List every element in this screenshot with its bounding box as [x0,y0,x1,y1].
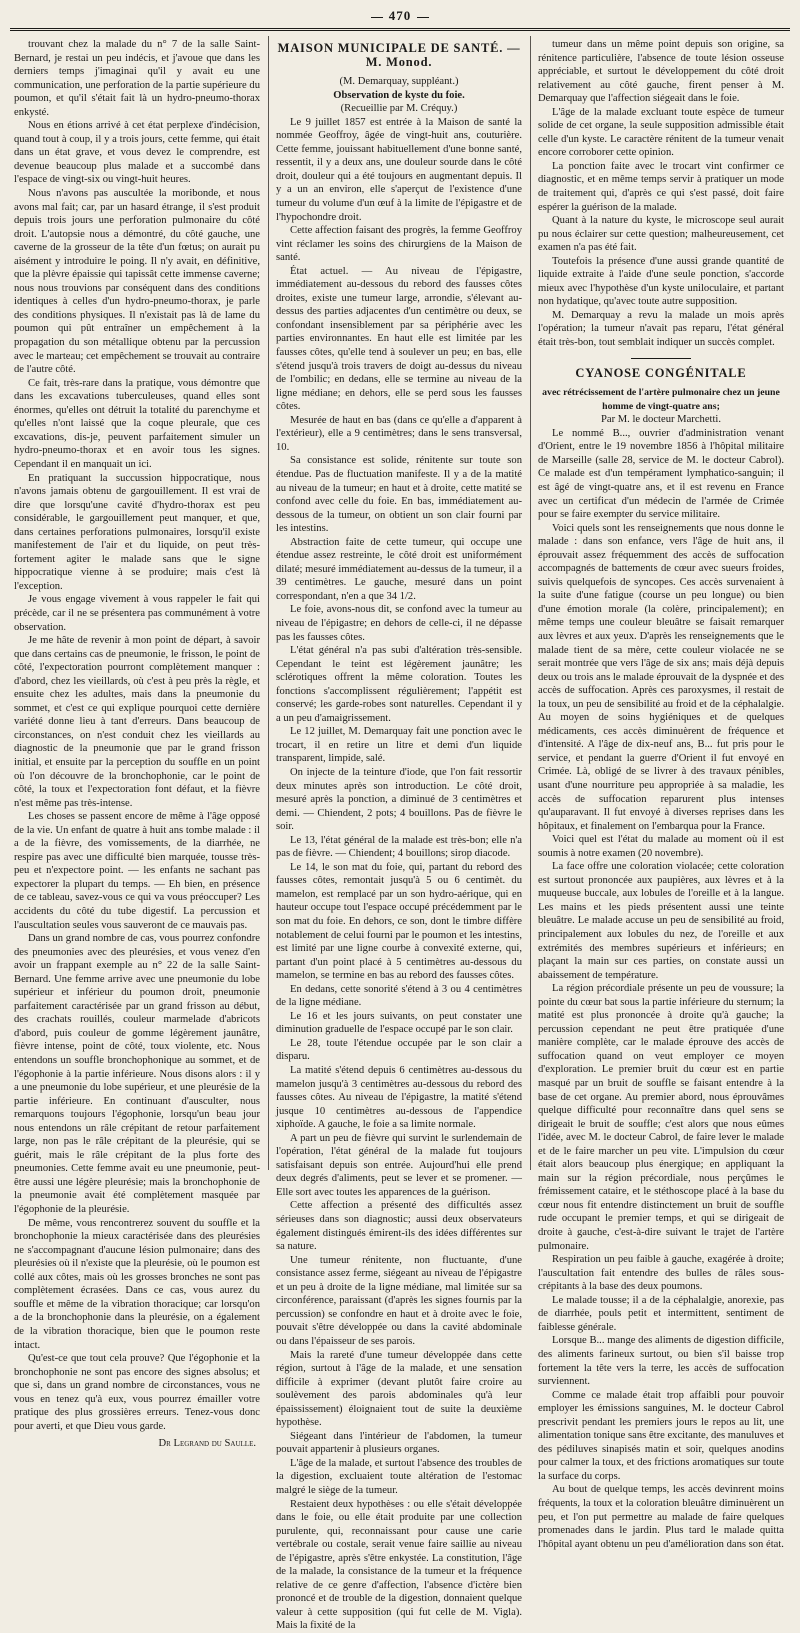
paragraph: Le 13, l'état général de la malade est très-bon; elle n'a pas de fièvre. — Chiendent; 4 bouillons; sirop diacode. [276,834,522,860]
paragraph: Sa consistance est solide, rénitente sur toute son étendue. Pas de fluctuation manifeste. Il y a de la matité au niveau de la tumeur; en haut et à droite, cette matité se confond avec celle du foie. En bas, immédiatement au-dessous de la tumeur, on obtient un son clair fourni par les intestins. [276,455,522,535]
paragraph: En dedans, cette sonorité s'étend à 3 ou 4 centimètres de la ligne médiane. [276,983,522,1009]
supplement-note: (M. Demarquay, suppléant.) [339,76,459,88]
column-divider [530,36,531,1170]
paragraph: Je me hâte de revenir à mon point de départ, à savoir que dans certains cas de pneumonie, le frisson, le point de côté, l'expectoration pourront complètement manquer : d'abord, chez les vieillards, où c'est à peu près la règle, et ensuite chez les adultes, mais dans la pneumonie du sommet, et c'est ce qui explique pourquoi cette dernière variété donne lieu à tant d'erreurs. Dans beaucoup de circonstances, on n'est conduit chez les vieillards au diagnostic de la pneumonie que par le grand frisson initial, et ensuite par la perception du souffle en un point où l'on découvre de la bronchophonie, car le point de côté, la toux et l'expectoration font défaut, et la fièvre n'est même pas très-intense. [14,635,260,809]
paragraph: La face offre une coloration violacée; cette coloration est surtout prononcée aux paupières, aux lèvres et à la muqueuse buccale, aux lobules de l'oreille et à la langue. Les mains et les pieds présentent aussi une teinte bleuâtre. Le malade accuse un peu de sensibilité au froid, principalement aux lobules du nez, de l'oreille et aux extrémités des membres supérieurs et inférieurs; en plaçant la main sur ces parties, on constate aussi un abaissement de température. [538,861,784,981]
paragraph: Nous en étions arrivé à cet état perplexe d'indécision, quand tout à coup, il y a trois jours, cette femme, qui était dans un état grave, et vous devez le comprendre, est devenue beaucoup plus malade et a succombé dans l'espace de vingt-six ou vingt-huit heures. [14,120,260,186]
paragraph: trouvant chez la malade du n° 7 de la salle Saint-Bernard, je restai un peu indécis, et j'avoue que dans les derniers temps j'imaginai qu'il y avait eu une communication, une perforation de la partie supérieure du poumon, et qu'il s'était fait là un hydro-pneumo-thorax enkysté. [14,39,260,118]
header-rule [10,28,790,31]
case-body [538,427,784,1551]
paragraph: Respiration un peu faible à gauche, exagérée à droite; l'auscultation fait entendre des bulles de râles sous-crépitants à la base des deux poumons. [538,1254,784,1293]
section2-subtitle: avec rétrécissement de l'artère pulmonaire chez un jeune homme de vingt-quatre ans; [542,387,780,412]
paragraph: Mesurée de haut en bas (dans ce qu'elle a d'apparent à l'extérieur), elle a 9 centimètres; dans le sens transversal, 10. [276,414,522,453]
paragraph: Le 14, le son mat du foie, qui, partant du rebord des fausses côtes, remontait jusqu'à 5 ou 6 centimèt. du mamelon, est remplacé par un son hydro-aérique, qui en hauteur occupe tout l'espace occupé précédemment par le son mat du foie. En dehors, ce son, dont le timbre diffère notablement de celui fourni par le poumon et les intestins, est limité par une ligne courbe à convexité externe, qui, partant d'un point placé à 5 centimètres au-dessous du mamelon, se termine en bas au rebord des fausses côtes. [276,861,522,982]
paragraph: Une tumeur rénitente, non fluctuante, d'une consistance assez ferme, siégeant au niveau de l'épigastre et un peu à droite de la ligne médiane, mal limitée sur sa circonférence, paraissant (d'après les signes fournis par la percussion) se confondre en haut et à droite avec le foie, pouvait s'être développée ou dans la cavité abdominale ou dans l'épaisseur de ses parois. [276,1254,522,1347]
column-divider [268,36,269,1170]
paragraph: Nous n'avons pas auscultée la moribonde, et nous avons mal fait; car, par un hasard étrange, il s'est produit depuis trois jours une perforation pulmonaire du côté droit. L'autopsie nous a démontré, du côté gauche, une caverne de la grosseur de la tête d'un fœtus; on aurait pu aisément y introduire le poing. Il n'y avait, en définitive, que la plèvre épaissie qui tapissât cette immense caverne; nous nous trouvions par conséquent dans des conditions identiques à celles d'un hydro-pneumo-thorax, je parle des conditions physiques. Il n'existait pas là de lame du poumon qui pût entraîner un empêchement à la propagation du son métallique obtenu par la percussion avec le marteau; cet empêchement se trouvait au contraire de l'autre côté. [14,188,260,376]
paragraph: L'âge de la malade, et surtout l'absence des troubles de la digestion, excluaient toute altération de l'estomac malgré le siège de la tumeur. [276,1457,522,1496]
paragraph: Dans un grand nombre de cas, vous pourrez confondre des pneumonies avec des pleurésies, et vous venez d'en avoir un frappant exemple au n° 22 de la salle Saint-Bernard. Une femme arrive avec une pneumonie du lobe supérieur et inférieur du poumon droit, pneumonie parfaitement caractérisée par un grand frisson au début, des crachats rouillés, couleur marmelade d'abricots d'abord, puis couleur de gomme légèrement jaunâtre, fièvre intense, point de côté, toux violente, etc. Nous entendons un souffle bronchophonique au sommet, et de l'égophonie à la partie inférieure. Nous disons alors : il y a une pneumonie du lobe supérieur, et une pleurésie de la partie inférieure. En continuant d'ausculter, nous remarquons toujours l'égophonie, lorsqu'un beau jour nous entendons un râle crépitant de retour parfaitement large, non pas le râle crépitant de la pleurésie, qui se guérit, mais le râle crépitant de la plus forte des pneumonies. Cette femme avait eu une pneumonie, peut-être aussi une légère pleurésie; mais la bronchophonie de la pneumonie avait été complètement masquée par l'égophonie de la pleurésie. [14,933,260,1216]
paragraph: Abstraction faite de cette tumeur, qui occupe une étendue assez restreinte, le côté droit est uniformément dilaté; mesuré immédiatement au-dessus de la tumeur, il a 39 centimètres. Le gauche, mesuré dans un point correspondant, n'en a que 34 1/2. [276,536,522,602]
paragraph: Le foie, avons-nous dit, se confond avec la tumeur au niveau de l'épigastre; en dehors de celle-ci, il ne dépasse pas les fausses côtes. [276,604,522,643]
signature: Dr Legrand du Saulle. [158,1438,256,1450]
paragraph: Siégeant dans l'intérieur de l'abdomen, la tumeur pouvait appartenir à plusieurs organes. [276,1430,522,1456]
paragraph: L'état général n'a pas subi d'altération très-sensible. Cependant le teint est légèrement jaunâtre; les sclérotiques offrent la même coloration. Toutes les fonctions s'accomplissent régulièrement; l'appétit est conservé; les garde-robes sont naturelles. Cependant il y a un peu d'amaigrissement. [276,645,522,724]
paragraph: Toutefois la présence d'une aussi grande quantité de liquide extraite à l'aide d'une seule ponction, s'accorde mieux avec l'hypothèse d'un kyste uniloculaire, et partant non hydatique, qu'avec toute autre supposition. [538,255,784,308]
paragraph: Comme ce malade était trop affaibli pour pouvoir employer les émissions sanguines, M. le docteur Cabrol prescrivit pendant les premiers jours le repos au lit, une alimentation tonique sans être excitante, des manuluves et des pédiluves sinapisés matin et soir, quelques anodins pour calmer la toux, et des frictions aromatiques sur toute la surface du corps. [538,1389,784,1482]
paragraph: Le malade tousse; il a de la céphalalgie, anorexie, pas de diarrhée, pouls petit et intermittent, sentiment de faiblesse générale. [538,1294,784,1333]
paragraph: Le 28, toute l'étendue occupée par le son clair a disparu. [276,1037,522,1063]
paragraph: Quant à la nature du kyste, le microscope seul aurait pu nous éclairer sur cette question; malheureusement, cet examen n'a pas été fait. [538,215,784,254]
paragraph: A part un peu de fièvre qui survint le surlendemain de l'opération, l'état général de la malade fut toujours satisfaisant depuis son entrée. Aujourd'hui elle prend deux degrés d'aliments, peut se lever et se promener. — Elle sort avec toutes les apparences de la guérison. [276,1132,522,1198]
paragraph: Je vous engage vivement à vous rappeler le fait qui précède, car il ne se présentera pas communément à votre observation. [14,594,260,633]
paragraph: tumeur dans un même point depuis son origine, sa rénitence particulière, l'absence de toute lésion osseuse appréciable, et surtout le développement du côté droit relativement au côté gauche, firent penser à M. Demarquay que l'affection siégeait dans le foie. [538,39,784,105]
column-right [538,38,784,1550]
article-body [276,116,522,1633]
collected-by: (Recueillie par M. Créquy.) [340,103,458,115]
paragraph: Voici quel est l'état du malade au moment où il est soumis à notre examen (20 novembre). [538,834,784,859]
paragraph: Cette affection faisant des progrès, la femme Geoffroy vint réclamer les soins des chirurgiens de la Maison de santé. [276,225,522,264]
column-middle [276,38,522,1632]
column-left [14,38,260,1450]
paragraph: M. Demarquay a revu la malade un mois après l'opération; la tumeur n'avait pas reparu, l'état général était très-bon, tout semblait indiquer un succès complet. [538,309,784,349]
paragraph: De même, vous rencontrerez souvent du souffle et la bronchophonie la mieux caractérisée dans des pleurésies ne s'accompagnant d'aucune lésion pulmonaire; dans des pleurésies où il n'existe que la pleurésie, où le poumon est collé aux côtes, mais où les grosses bronches ne sont pas complètement écrasées. Dans ce cas, vous aurez du souffle et même de la vibration thoracique; car lorsqu'on a de la bronchophonie dans la pleurésie, on a également de la vibration thoracique, bien que le poumon reste intact. [14,1217,260,1351]
paragraph: Le 16 et les jours suivants, on peut constater une diminution graduelle de l'espace occupé par le son clair. [276,1010,522,1036]
paragraph: Mais la rareté d'une tumeur développée dans cette région, surtout à l'âge de la malade, et une sensation difficile à exprimer (devant plutôt faire croire au soulèvement des parois abdominales qu'à leur épaississement) éloignaient tout de suite la deuxième hypothèse. [276,1349,522,1429]
paragraph: L'âge de la malade excluant toute espèce de tumeur solide de cet organe, la seule supposition admissible était celle d'un kyste. Le caractère rénitent de la tumeur venait encore corroborer cette opinion. [538,106,784,159]
section2-author: Par M. le docteur Marchetti. [600,414,722,426]
paragraph: Cette affection a présenté des difficultés assez sérieuses dans son diagnostic; aussi deux observateurs également distingués émirent-ils des idées différentes sur sa nature. [276,1200,522,1253]
paragraph: Voici quels sont les renseignements que nous donne le malade : dans son enfance, vers l'âge de huit ans, il éprouvait assez fréquemment des accès de suffocation accompagnés de battements de cœur avec sueurs froides, suivis quelquefois de syncopes. Ces accès survenaient à la suite d'une fatigue (course un peu longue) ou bien d'une émotion morale (la colère, principalement); en même temps une couleur bleuâtre se faisait remarquer aux lèvres et aux yeux. D'après les renseignements que le malade tient de sa mère, cette couleur violacée ne se serait montrée que vers l'âge de six ans; mais déjà depuis deux ou trois ans le malade éprouvait de la dyspnée et des accès de suffocation. Après ces paroxysmes, il restait de la toux, un peu de sensibilité au froid et de la céphalalgie. Au moyen de soins hygiéniques et de quelques médicaments, ces accès diminuèrent de fréquence et d'intensité. A l'âge de dix-neuf ans, B... fut pris pour le service, et pendant la guerre d'Orient il fut envoyé en Crimée. Là, obligé de se livrer à des travaux pénibles, usant d'une nourriture peu appropriée à sa maladie, les accès de suffocation reparurent plus intenses qu'auparavant. Il fut envoyé à diverses reprises dans les hôpitaux, et finalement on l'embarqua pour la France. [538,522,784,832]
page-number: 470 [0,8,800,24]
paragraph: Le 9 juillet 1857 est entrée à la Maison de santé la nommée Geoffroy, âgée de vingt-huit ans, couturière. Cette femme, jouissant habituellement d'une bonne santé, ressentit, il y a deux ans, une douleur sourde dans le côté droit, douleur qui a été toujours en augmentant depuis. Il y a un an environ, elle s'aperçut de l'existence d'une tumeur du volume d'un œuf à la limite de l'épigastre et de l'hypochondre droit. [276,116,522,223]
section-title: MAISON MUNICIPALE DE SANTÉ. — M. Monod. [277,41,521,69]
paragraph: La région précordiale présente un peu de voussure; la pointe du cœur bat sous la partie inférieure du sternum; la matité est plus prononcée à droite qu'à gauche; la percussion cependant ne peut être pratiquée d'une manière complète, car le malade éprouve des accès de suffocation quand on veut employer ce moyen d'exploration. Le premier bruit du cœur est en partie masqué par un bruit de souffle se faisant entendre à la base de cet organe. Au premier abord, nous éprouvâmes quelque difficulté pour reconnaître dans quel sens se dirigeait le bruit de souffle; c'est alors que nous eûmes l'idée, avec M. le docteur Cabrol, de faire lever le malade et de le faire marcher un peu vite. L'impulsion du cœur était alors beaucoup plus énergique; en appliquant la main sur la région précordiale, nous perçûmes le frémissement cataire, et le stéthoscope placé à la base du cœur nous fit entendre distinctement un bruit de souffle rude occupant le premier temps, et qui se dirigeait de droite à gauche, c'est-à-dire suivant le trajet de l'artère pulmonaire. [538,983,784,1252]
section2-title: CYANOSE CONGÉNITALE [575,365,747,380]
paragraph: Le nommé B..., ouvrier d'administration venant d'Orient, entre le 19 novembre 1856 à l'hôpital militaire de Marseille (salle 28, service de M. le docteur Cabrol). Ce malade est d'un tempérament lymphatico-sanguin; il est âgé de vingt-quatre ans, et il est revenu en France avec un certificat d'un médecin de l'armée de Crimée pour se faire exempter du service militaire. [538,427,784,521]
paragraph: État actuel. — Au niveau de l'épigastre, immédiatement au-dessous du rebord des fausses côtes droites, existe une tumeur large, arrondie, s'élevant au-dessus des parties adjacentes d'un centimètre ou deux, se confondant insensiblement par sa périphérie avec les parties environnantes. En haut elle est limitée par les fausses côtes, qu'elle tend à soulever un peu; en bas, elle s'étend jusqu'à trois travers de doigt au-dessus du niveau de l'ombilic; en dedans, elle se termine au niveau de la ligne médiane; en dehors, elle se perd sous les fausses côtes. [276,265,522,413]
paragraph: Au bout de quelque temps, les accès devinrent moins fréquents, la toux et la coloration bleuâtre diminuèrent un peu, et l'on put permettre au malade de faire quelques promenades dans le jardin. Plus tard le malade quitta l'hôpital ayant obtenu un peu d'amélioration dans son état. [538,1484,784,1550]
paragraph: Lorsque B... mange des aliments de digestion difficile, des aliments farineux surtout, ou bien s'il baisse trop fortement la tête vers la terre, les accès de suffocation surviennent. [538,1335,784,1388]
paragraph: On injecte de la teinture d'iode, que l'on fait ressortir deux minutes après son introduction. Le côté droit, mesuré après la ponction, a diminué de 3 centimètres et demi. — Chiendent, 2 pots; 4 bouillons. Pas de fièvre le soir. [276,766,522,833]
paragraph: Les choses se passent encore de même à l'âge opposé de la vie. Un enfant de quatre à huit ans tombe malade : il a de la fièvre, des vomissements, de la diarrhée, ne respire pas avec une difficulté bien marquée, tousse très-peu et n'expectore point. — les enfants ne sachant pas expectorer la plupart du temps. — Eh bien, en présence de ce tableau, savez-vous ce qui va vous préoccuper? Les accidents du côté du tube digestif. La percussion et l'auscultation seules vous sauveront de ce mauvais pas. [14,811,260,931]
paragraph: La matité s'étend depuis 6 centimètres au-dessous du mamelon jusqu'à 3 centimètres au-dessous du rebord des fausses côtes. Au niveau de l'épigastre, la matité s'étend jusque 10 centimètres au-dessous de l'appendice xiphoïde. A gauche, le foie a sa limite normale. [276,1065,522,1131]
paragraph: Restaient deux hypothèses : ou elle s'était développée dans le foie, ou elle était produite par une collection purulente, qui, reconnaissant pour cause une carie vertébrale ou costale, serait venue faire saillie au niveau de l'épigastre, après s'être enkystée. La constitution, l'âge de la malade, la consistance de la tumeur et la fréquence relative de ce genre d'affection, l'absence d'ictère bien prononcé et de trouble de la digestion, donnaient quelque valeur à cette supposition (qui fut celle de M. Vigla). Mais la fixité de la [276,1498,522,1632]
section-divider [631,358,691,359]
paragraph: Ce fait, très-rare dans la pratique, vous démontre que dans les excavations tuberculeuses, quand elles sont énormes, qu'elles ont détruit la totalité du parenchyme et qu'elles n'ont laissé que la coque pleurale, que ces excavations, dis-je, peuvent parfaitement simuler un hydro-pneumo-thorax et en avoir tous les signes. Cependant il en manquait un ici. [14,377,260,470]
paragraph: Qu'est-ce que tout cela prouve? Que l'égophonie et la bronchophonie ne sont pas encore des signes absolus; et que si, dans un grand nombre de circonstances, vous ne vous en tenez qu'à eux, vous pourrez émailler votre pratique des plus grossières erreurs. Tenez-vous donc pour averti, et que Dieu vous garde. [14,1353,260,1432]
paragraph: Le 12 juillet, M. Demarquay fait une ponction avec le trocart, il en retire un litre et demi d'un liquide transparent, limpide, salé. [276,726,522,765]
paragraph: La ponction faite avec le trocart vint confirmer ce diagnostic, et en même temps servir à pratiquer un mode de traitement qui, d'après ce qui s'est passé, doit faire espérer la guérison de la malade. [538,160,784,213]
article-title: Observation de kyste du foie. [333,89,465,101]
paragraph: En pratiquant la succussion hippocratique, nous n'avons jamais obtenu de gargouillement. Il est vrai de dire que lorsqu'une cavité d'hydro-thorax est peu considérable, le gargouillement peut manquer, et que, dans certaines perforations pulmonaires, lorsqu'il existe manifestement de l'air et du liquide, on peut très-fortement agiter le malade sans que le signe hippocratique vienne à se produire; mais c'est là l'exception. [14,472,260,592]
article-body-continued [538,38,784,350]
